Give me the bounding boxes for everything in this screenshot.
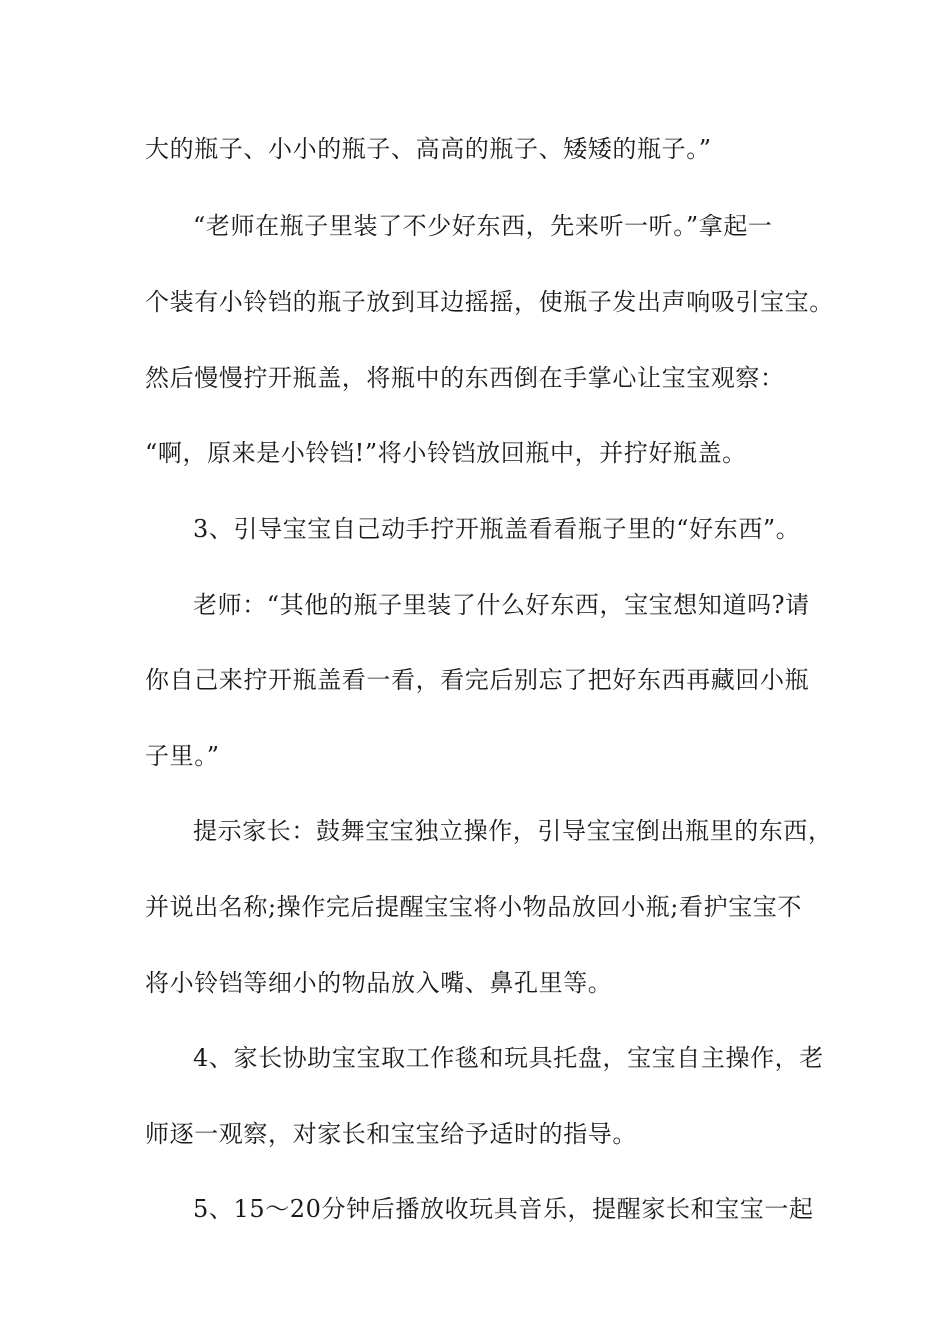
text-line-8: 你自己来拧开瓶盖看一看，看完后别忘了把好东西再藏回小瓶 — [145, 666, 810, 694]
text-line-13: 4、家长协助宝宝取工作毯和玩具托盘，宝宝自主操作，老 — [193, 1044, 824, 1072]
text-line-9: 子里。” — [145, 742, 220, 770]
text-line-1: 大的瓶子、小小的瓶子、高高的瓶子、矮矮的瓶子。” — [145, 135, 712, 163]
text-line-12: 将小铃铛等细小的物品放入嘴、鼻孔里等。 — [145, 969, 613, 997]
text-line-15: 5、15～20分钟后播放收玩具音乐，提醒家长和宝宝一起 — [193, 1195, 814, 1223]
text-line-3: 个装有小铃铛的瓶子放到耳边摇摇，使瓶子发出声响吸引宝宝。 — [145, 288, 834, 316]
text-line-6: 3、引导宝宝自己动手拧开瓶盖看看瓶子里的“好东西”。 — [193, 515, 801, 543]
text-line-5: “啊，原来是小铃铛!”将小铃铛放回瓶中，并拧好瓶盖。 — [145, 439, 747, 467]
text-line-4: 然后慢慢拧开瓶盖，将瓶中的东西倒在手掌心让宝宝观察： — [145, 364, 785, 392]
text-line-7: 老师：“其他的瓶子里装了什么好东西，宝宝想知道吗?请 — [193, 591, 810, 619]
text-line-10: 提示家长：鼓舞宝宝独立操作，引导宝宝倒出瓶里的东西， — [193, 817, 833, 845]
text-line-2: “老师在瓶子里装了不少好东西，先来听一听。”拿起一 — [193, 212, 773, 240]
text-line-11: 并说出名称;操作完后提醒宝宝将小物品放回小瓶;看护宝宝不 — [145, 893, 802, 921]
text-line-14: 师逐一观察，对家长和宝宝给予适时的指导。 — [145, 1120, 637, 1148]
